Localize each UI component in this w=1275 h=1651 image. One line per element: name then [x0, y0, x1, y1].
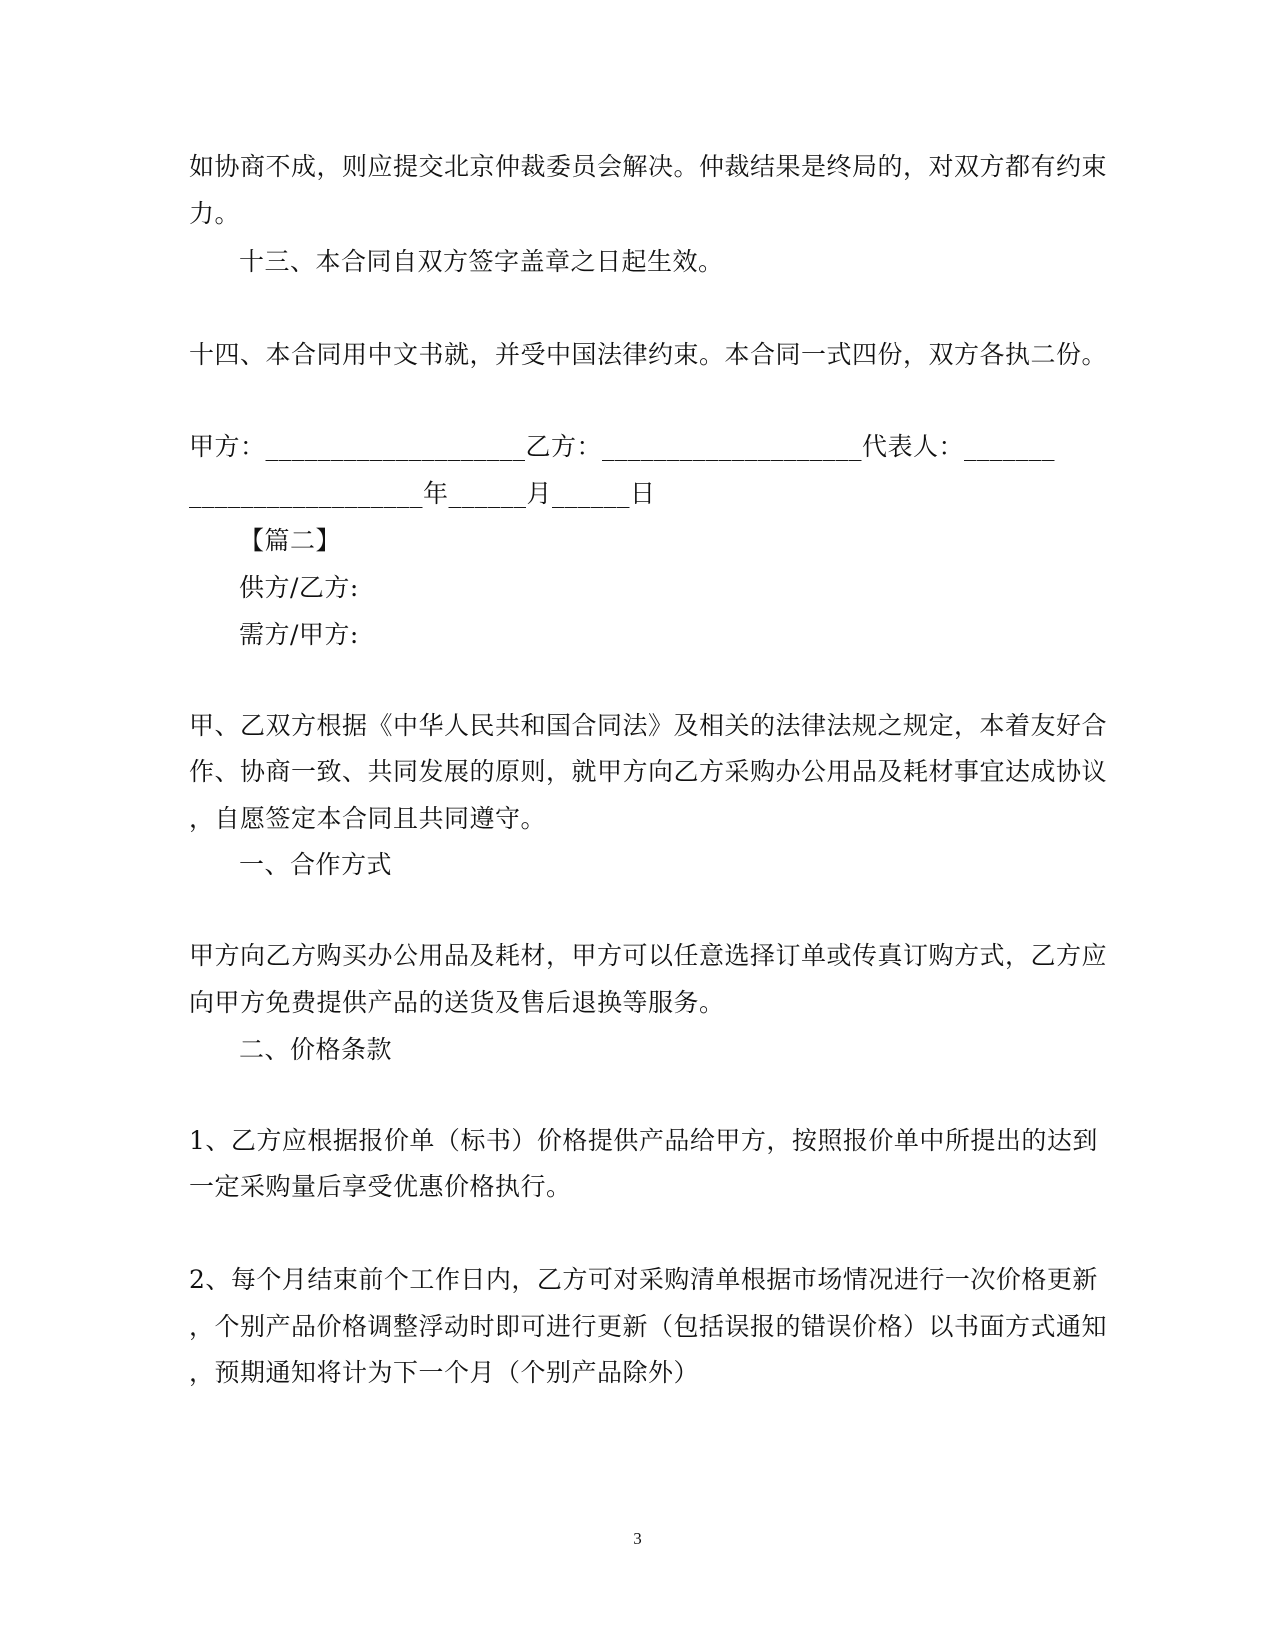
text-line: 一定采购量后享受优惠价格执行。: [189, 1172, 572, 1201]
page-number: 3: [633, 1529, 642, 1548]
subsection-heading: 二、价格条款: [239, 1035, 393, 1064]
text-line: 2、每个月结束前个工作日内，乙方可对采购清单根据市场情况进行一次价格更新: [189, 1265, 1098, 1294]
text-line: 如协商不成，则应提交北京仲裁委员会解决。仲裁结果是终局的，对双方都有约束: [189, 152, 1108, 181]
text-line: 力。: [189, 199, 241, 228]
buyer-label: 需方/甲方:: [239, 620, 359, 649]
text-line: 1、乙方应根据报价单（标书）价格提供产品给甲方，按照报价单中所提出的达到: [189, 1126, 1098, 1155]
text-line: 甲、乙双方根据《中华人民共和国合同法》及相关的法律法规之规定，本着友好合: [189, 711, 1108, 740]
text-line: 作、协商一致、共同发展的原则，就甲方向乙方采购办公用品及耗材事宜达成协议: [189, 757, 1108, 786]
signature-line: 甲方：____________________乙方：____________________代表人：_______: [189, 432, 1056, 461]
text-line: ，预期通知将计为下一个月（个别产品除外）: [189, 1358, 700, 1387]
section-heading: 【篇二】: [239, 526, 342, 555]
subsection-heading: 一、合作方式: [239, 850, 393, 879]
clause-13: 十三、本合同自双方签字盖章之日起生效。: [239, 247, 724, 276]
text-line: 向甲方免费提供产品的送货及售后退换等服务。: [189, 988, 725, 1017]
text-line: ，个别产品价格调整浮动时即可进行更新（包括误报的错误价格）以书面方式通知: [189, 1312, 1108, 1341]
text-line: ，自愿签定本合同且共同遵守。: [189, 804, 547, 833]
date-line: __________________年______月______日: [189, 479, 656, 508]
clause-14: 十四、本合同用中文书就，并受中国法律约束。本合同一式四份，双方各执二份。: [189, 340, 1108, 369]
text-line: 甲方向乙方购买办公用品及耗材，甲方可以任意选择订单或传真订购方式，乙方应: [189, 941, 1108, 970]
supplier-label: 供方/乙方:: [239, 573, 359, 602]
